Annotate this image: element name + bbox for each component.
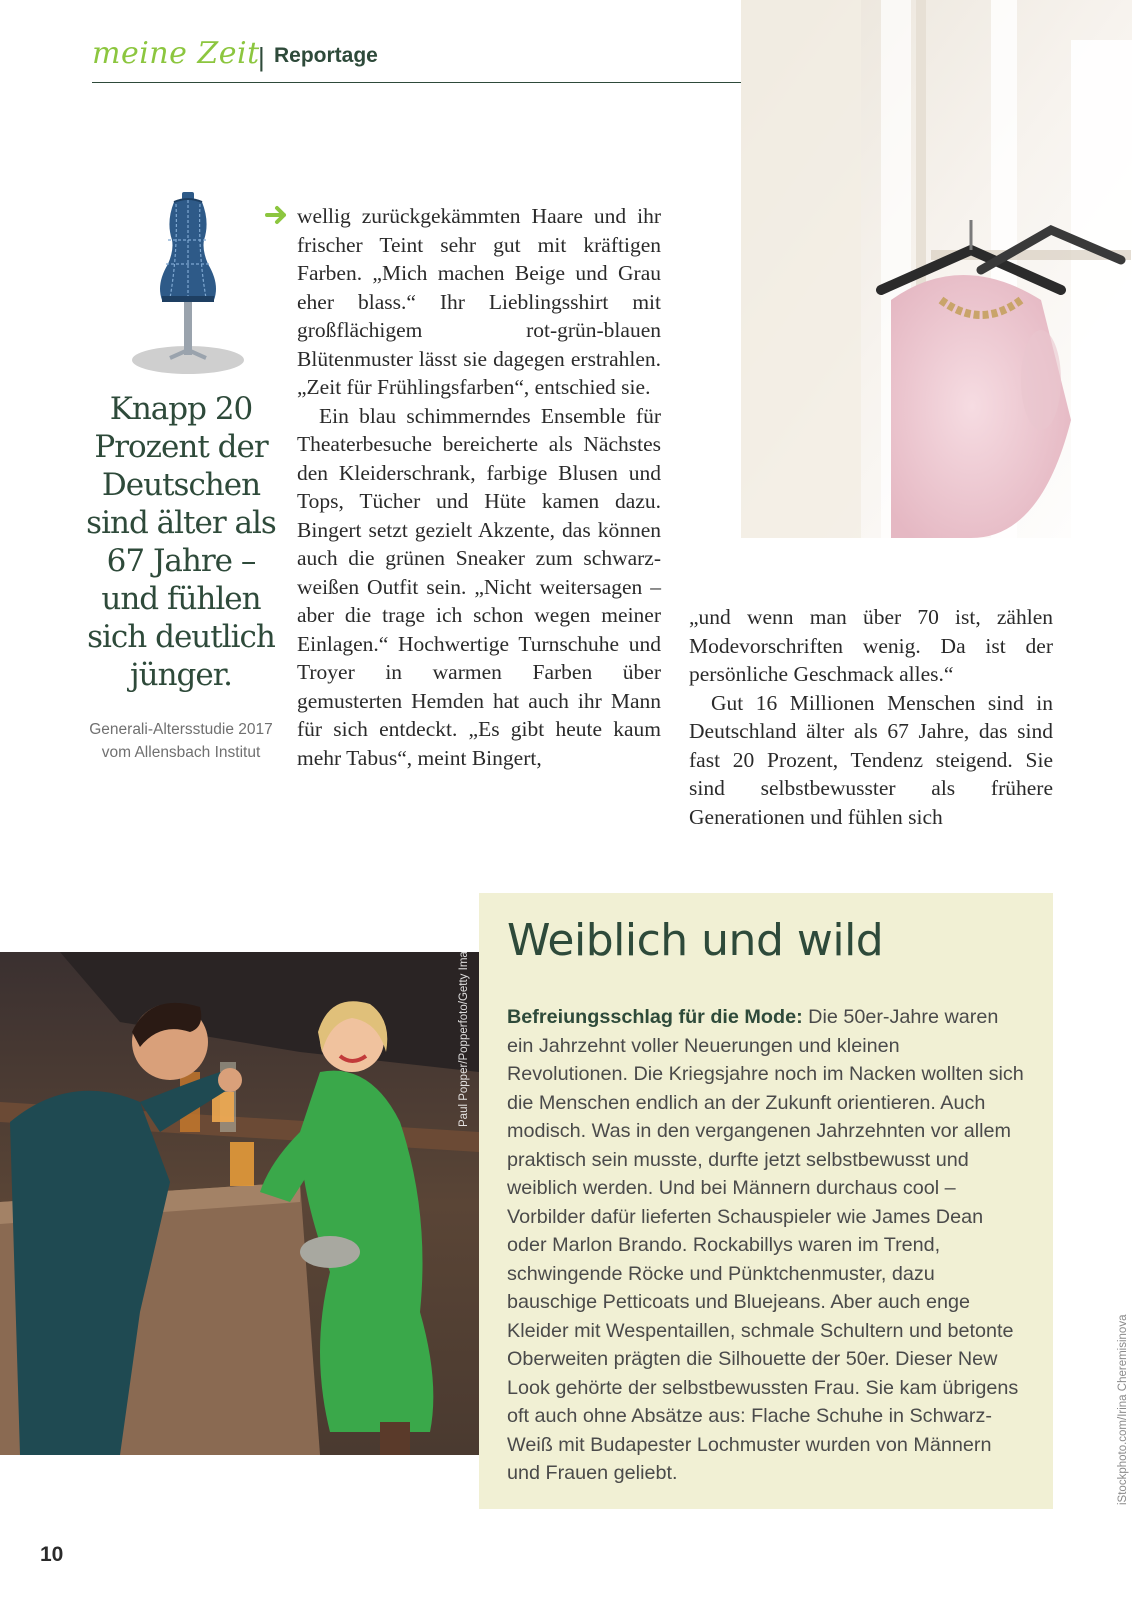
page-number: 10: [40, 1543, 64, 1566]
article-column-1: [297, 202, 661, 772]
pull-quote-source: Generali-Altersstudie 2017 vom Allensbach Institut: [89, 721, 273, 761]
article-paragraph: „und wenn man über 70 ist, zählen Modevorschriften wenig. Da ist der persönliche Geschmack alles.“: [689, 605, 1053, 686]
pull-quote: Knapp 20 Prozent der Deutschen sind älter als 67 Jahre – und fühlen sich deutlich jünger.: [86, 391, 276, 693]
top-photo-clothes-rack: [741, 0, 1132, 538]
info-box-text: [507, 1003, 1025, 1488]
article-paragraph: Ein blau schimmerndes Ensemble für Theaterbesuche bereicherte als Nächstes den Kleiderschrank, farbige Blusen und Tops, Tücher und Hüte kamen dazu. Bingert setzt gezielt Akzente, das können auch die grünen Sneaker zum schwarz-weißen Outfit sein. „Nicht weitersagen – aber die trage ich schon wegen meiner Einlagen.“ Hochwertige Turnschuhe und Troyer in warmen Farben über gemusterten Hemden hat auch ihr Mann für sich entdeckt. „Es gibt heute kaum mehr Tabus“, meint Bingert,: [297, 403, 661, 770]
article-column-2: [689, 603, 1053, 831]
photo-credit: Paul Popper/Popperfoto/Getty Images: [458, 932, 470, 1127]
arrow-right-icon: [264, 204, 290, 226]
article-paragraph: wellig zurückgekämmten Haare und ihr frischer Teint sehr gut mit kräftigen Farben. „Mich machen Beige und Grau eher blass.“ Ihr Lieblingsshirt mit großflächigem rot-grün-blauen Blütenmuster lässt sie dagegen erstrahlen. „Zeit für Frühlingsfarben“, entschied sie.: [297, 204, 661, 399]
header-separator: |: [258, 42, 265, 72]
page-header: [92, 36, 742, 83]
info-box: [479, 893, 1053, 1509]
dress-form-icon: [128, 192, 248, 377]
fifties-bar-photo: [0, 932, 479, 1455]
info-box-title: Weiblich und wild: [507, 915, 884, 966]
info-box-lead: Befreiungsschlag für die Mode:: [507, 1006, 803, 1028]
section-label: Reportage: [274, 44, 378, 67]
info-box-body: Die 50er-Jahre waren ein Jahrzehnt voller Neuerungen und kleinen Revolutionen. Die Kriegsjahre noch im Nacken wollten sich die Menschen endlich an der Zukunft orientieren. Auch modisch. Was in den vergangenen Jahrzehnten vor allem praktisch sein musste, durfte jetzt selbstbewusst und weiblich werden. Und bei Männern durchaus cool – Vorbilder dafür lieferten Schauspieler wie James Dean oder Marlon Brando. Rockabillys waren im Trend, schwingende Röcke und Pünktchenmuster, dazu bauschige Petticoats und Bluejeans. Aber auch enge Kleider mit Wespentaillen, schmale Schultern und betonte Oberweiten prägten die Silhouette der 50er. Dieser New Look gehörte der selbstbewussten Frau. Sie kam übrigens oft auch ohne Absätze aus: Flache Schuhe in Schwarz-Weiß mit Budapester Lochmuster wurden von Männern und Frauen geliebt.: [507, 1006, 1024, 1484]
brand-logo: meine Zeit: [92, 36, 260, 71]
article-paragraph: Gut 16 Millionen Menschen sind in Deutschland älter als 67 Jahre, das sind fast 20 Prozent, Tendenz steigend. Sie sind selbstbewusster als frühere Generationen und fühlen sich: [689, 690, 1053, 829]
side-photo-credit: iStockphoto.com/Irina Cheremisinova: [1117, 1314, 1129, 1505]
